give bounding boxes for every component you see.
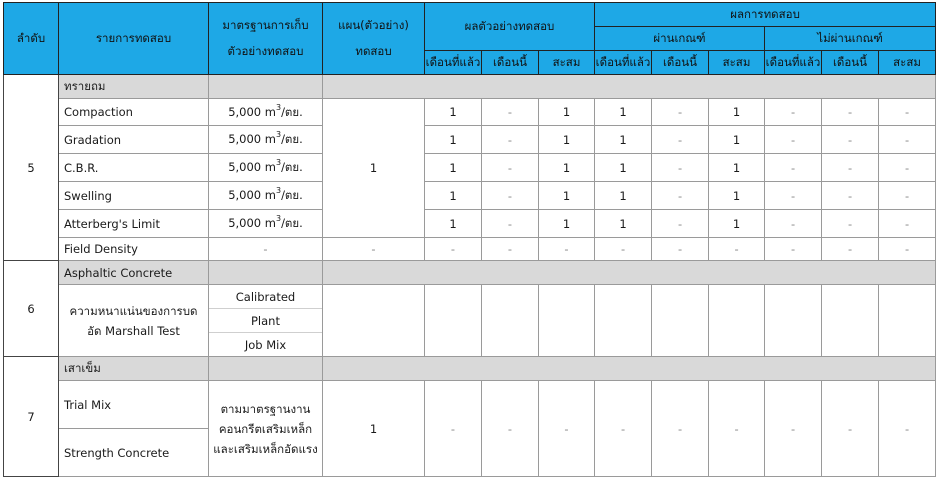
sampling-standard: 5,000 $m^3/$ตย. (209, 182, 323, 210)
test-item-name: Atterberg's Limit (59, 210, 209, 238)
table-row: Atterberg's Limit 5,000 $m^3/$ตย. 1 - 1 1 - 1 - - - (4, 210, 936, 238)
fail-cumulative: สะสม (879, 51, 936, 75)
section-5-plan: 1 (323, 99, 425, 238)
test-item-name: Trial Mix (59, 381, 209, 429)
section-6-number: 6 (4, 261, 59, 357)
sample-prev-month: เดือนที่แล้ว (425, 51, 482, 75)
test-item-name: Swelling (59, 182, 209, 210)
pass-this-month: เดือนนี้ (652, 51, 709, 75)
header-plan: แผน(ตัวอย่าง) ทดสอบ (323, 3, 425, 75)
section-7-group-row (4, 357, 936, 381)
test-item-name: C.B.R. (59, 154, 209, 182)
test-item-name: ความหนาแน่นของการบด อัด Marshall Test (59, 285, 209, 357)
section-6-group-row (4, 261, 936, 285)
sampling-standard: 5,000 $m^3/$ตย. (209, 99, 323, 126)
test-results-table (3, 2, 936, 477)
header-sample-result: ผลตัวอย่างทดสอบ (425, 3, 595, 51)
header-fail: ไม่ผ่านเกณฑ์ (765, 27, 936, 51)
header-pass: ผ่านเกณฑ์ (595, 27, 765, 51)
table-row: Trial Mix ตามมาตรฐานงาน คอนกรีตเสริมเหล็ก และเสริมเหล็กอัดแรง 1 - - - - - - - - - (4, 381, 936, 429)
header-test-result: ผลการทดสอบ (595, 3, 936, 27)
section-7-group-label: เสาเข็ม (59, 357, 209, 381)
sample-cumulative: สะสม (539, 51, 595, 75)
table-row: Swelling 5,000 $m^3/$ตย. 1 - 1 1 - 1 - - - (4, 182, 936, 210)
table-row: Gradation 5,000 $m^3/$ตย. 1 - 1 1 - 1 - - - (4, 126, 936, 154)
standard-plant: Plant (209, 309, 322, 333)
test-item-name: Field Density (59, 238, 209, 261)
header-test-item: รายการทดสอบ (59, 3, 209, 75)
section-6-group-label: Asphaltic Concrete (59, 261, 209, 285)
header-order: ลำดับ (4, 3, 59, 75)
table-row: Compaction 5,000 $m^3/$ตย. 1 1 - 1 1 - 1 - - - (4, 99, 936, 126)
sampling-standard: 5,000 $m^3/$ตย. (209, 210, 323, 238)
pass-prev-month: เดือนที่แล้ว (595, 51, 652, 75)
standard-calibrated: Calibrated (209, 285, 322, 309)
test-item-name: Compaction (59, 99, 209, 126)
table-row: C.B.R. 5,000 $m^3/$ตย. 1 - 1 1 - 1 - - - (4, 154, 936, 182)
fail-prev-month: เดือนที่แล้ว (765, 51, 822, 75)
sampling-standard: 5,000 $m^3/$ตย. (209, 126, 323, 154)
standard-job-mix: Job Mix (244, 337, 287, 352)
table-header (4, 3, 936, 75)
test-item-name: Gradation (59, 126, 209, 154)
section-5-group-row (4, 75, 936, 99)
sampling-standard: ตามมาตรฐานงาน คอนกรีตเสริมเหล็ก และเสริมเหล็กอัดแรง (209, 381, 323, 477)
pass-cumulative: สะสม (709, 51, 765, 75)
sampling-standard-list (209, 285, 323, 357)
sampling-standard: 5,000 $m^3/$ตย. (209, 154, 323, 182)
fail-this-month: เดือนนี้ (822, 51, 879, 75)
test-item-name: Strength Concrete (59, 429, 209, 477)
sample-this-month: เดือนนี้ (482, 51, 539, 75)
section-7-number: 7 (4, 357, 59, 477)
section-5-group-label: ทรายถม (59, 75, 209, 99)
table-row (4, 285, 936, 357)
header-sampling-standard: มาตรฐานการเก็บ ตัวอย่างทดสอบ (209, 3, 323, 75)
section-7-plan: 1 (323, 381, 425, 477)
table-row: Field Density - - - - - - - - - - - (4, 238, 936, 261)
section-5-number: 5 (4, 75, 59, 261)
